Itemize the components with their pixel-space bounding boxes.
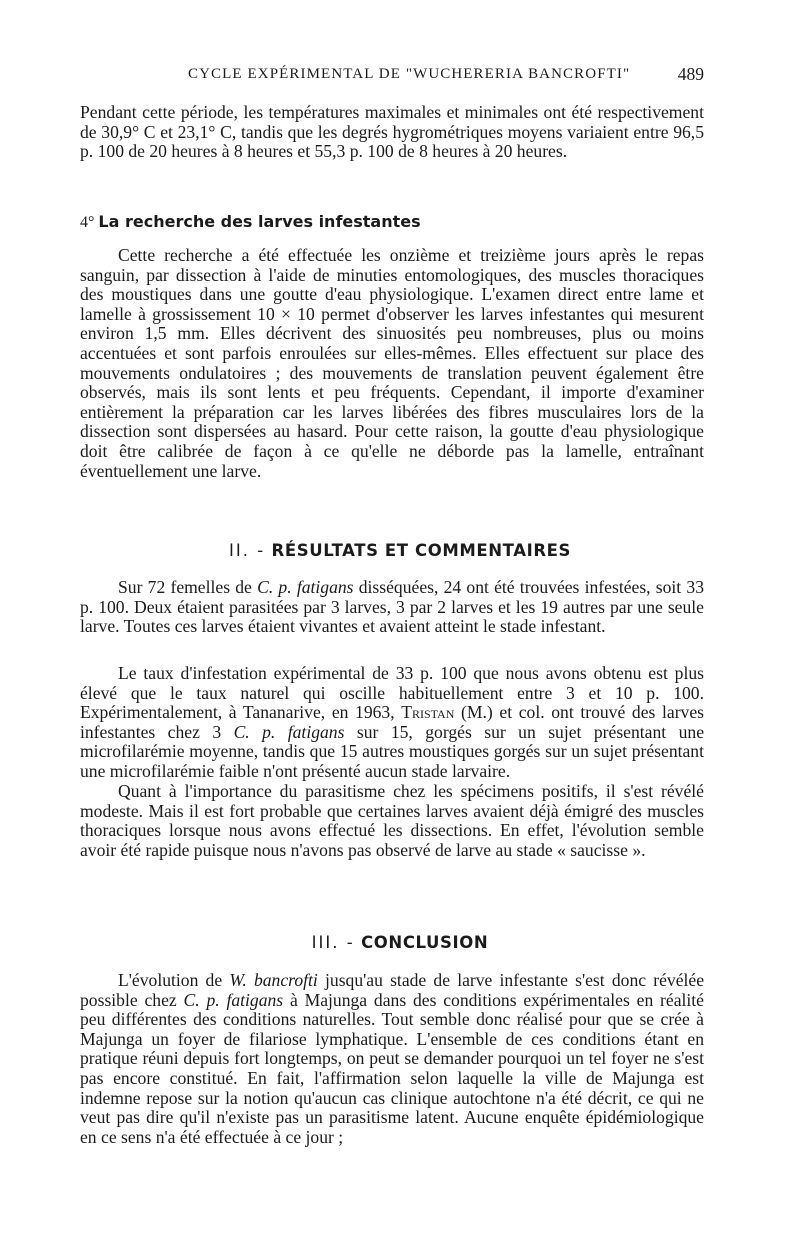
species-name: C. p. fatigans: [183, 989, 284, 1010]
running-head-title: CYCLE EXPÉRIMENTAL DE "WUCHERERIA BANCROFTI": [188, 66, 631, 82]
text-run: à Majunga dans des conditions expérimentales en réalité peu différentes des conditions naturelles. Tout semble donc réalisé pour que se crée à Majunga un foyer de filariose lymphatique. L'ensemble de ces conditions étant en pratique réuni depuis fort longtemps, on peut se demander pourquoi un tel foyer ne s'est pas encore constitué. En fait, l'affirmation selon laquelle la ville de Majunga est indemne repose sur la notion qu'aucun cas clinique autochtone n'a été décrit, ce qui ne veut pas dire qu'il n'existe pas un parasitisme latent. Aucune enquête épidémiologique en ce sens n'a été effectuée à ce jour ;: [80, 989, 704, 1147]
species-name: W. bancrofti: [229, 970, 318, 990]
section-title: CONCLUSION: [361, 933, 489, 952]
page-number: 489: [677, 64, 704, 84]
section-numeral: II. -: [228, 541, 266, 560]
paragraph-text: Quant à l'importance du parasitisme chez les spécimens positifs, il s'est révélé modeste. Mais il est fort probable que certaines larves avaient déjà émigré des muscles thoraciques lorsque nous avons effectué les dissections. En effet, l'évolution semble avoir été rapide puisque nous n'avons pas observé de larve au stade « saucisse ».: [80, 781, 704, 860]
running-head: [80, 66, 704, 92]
species-name: C. p. fatigans: [257, 577, 354, 597]
paragraph-conclusion: [80, 971, 704, 1147]
paragraph-text: [80, 971, 704, 1147]
text-run: L'évolution de: [118, 970, 230, 990]
paragraph-infestation-rate: [80, 664, 704, 782]
paragraph-text: Pendant cette période, les températures maximales et minimales ont été respectivement de 30,9° C et 23,1° C, tandis que les degrés hygrométriques moyens variaient entre 96,5 p. 100 de 20 heures à 8 heures et 55,3 p. 100 de 8 heures à 20 heures.: [80, 102, 704, 162]
subsection-title: La recherche des larves infestantes: [98, 212, 421, 231]
paragraph-conditions: [80, 103, 704, 162]
paragraph-larvae-search: [80, 246, 704, 481]
subsection-number: 4°: [80, 214, 95, 231]
section-heading-results: [0, 541, 800, 560]
text-run: sur 15, gorgés sur un sujet présentant une microfilarémie moyenne, tandis que 15 autres moustiques gorgés sur un sujet présentant une microfilarémie faible n'ont présenté aucun stade larvaire.: [80, 721, 704, 781]
paragraph-text: [80, 578, 704, 637]
paragraph-results: [80, 578, 704, 637]
author-name: Tristan: [401, 702, 455, 723]
species-name: C. p. fatigans: [233, 721, 345, 742]
text-run: Sur 72 femelles de: [118, 577, 258, 597]
section-numeral: III. -: [311, 933, 355, 952]
paragraph-text: Cette recherche a été effectuée les onzième et treizième jours après le repas sanguin, par dissection à l'aide de minuties entomologiques, des muscles thoraciques des moustiques dans une goutte d'eau physiologique. L'examen direct entre lame et lamelle à grossissement 10 × 10 permet d'observer les larves infestantes qui mesurent environ 1,5 mm. Elles décrivent des sinuosités peu nombreuses, plus ou moins accentuées et sont parfois enroulées sur elles-mêmes. Elles effectuent sur place des mouvements ondulatoires ; des mouvements de translation peuvent également être observés, mais ils sont lents et peu fréquents. Cependant, il importe d'examiner entièrement la préparation car les larves libérées des fibres musculaires lors de la dissection sont dispersées au hasard. Pour cette raison, la goutte d'eau physiologique doit être calibrée de façon à ce qu'elle ne déborde pas la lamelle, entraînant éventuellement une larve.: [80, 245, 704, 481]
text-run: disséquées, 24 ont été trouvées infestées, soit 33 p. 100. Deux étaient parasitées par 3 larves, 3 par 2 larves et les 19 autres par une seule larve. Toutes ces larves étaient vivantes et avaient atteint le stade infestant.: [80, 577, 705, 637]
text-run: Le taux d'infestation expérimental de 33 p. 100 que nous avons obtenu est plus élevé que le taux naturel qui oscille habituellement entre 3 et 10 p. 100. Expérimentalement, à Tananarive, en 1963,: [80, 663, 704, 723]
section-title: RÉSULTATS ET COMMENTAIRES: [271, 541, 571, 560]
subsection-heading: [80, 212, 421, 232]
text-run: jusqu'au stade de larve infestante s'est donc révélée possible chez: [80, 970, 705, 1010]
paragraph-text: [80, 664, 704, 782]
text-run: (M.) et col. ont trouvé des larves infestantes chez 3: [80, 702, 705, 742]
section-heading-conclusion: [0, 933, 800, 952]
paragraph-parasitism: [80, 782, 704, 860]
